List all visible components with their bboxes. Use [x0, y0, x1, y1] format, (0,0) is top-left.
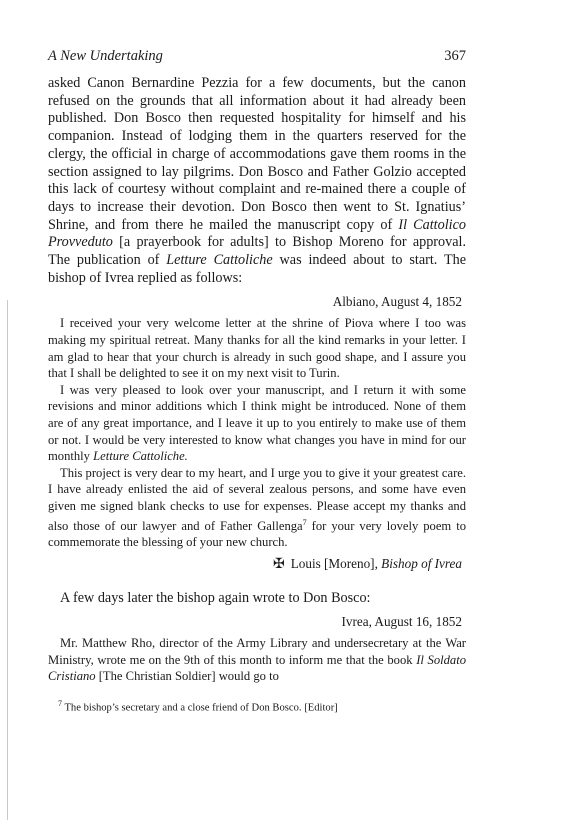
- footnote-ref: 7: [302, 517, 307, 527]
- book-title-italic: Il Cattolico Provveduto: [48, 216, 466, 251]
- chapter-title: A New Undertaking: [48, 48, 163, 64]
- footnote-mark: 7: [58, 698, 62, 708]
- page-number: 367: [444, 48, 466, 64]
- letter-text: This project is very dear to my heart, and I urge you to give it your greatest care. I have already enlisted the aid of several zealous persons, and some have even given me signed blank checks to use for expenses. Please accept my thanks and also those of our lawyer and of Father Gallenga: [48, 465, 466, 533]
- narrative-paragraph: [48, 75, 466, 287]
- letter-quote: [48, 635, 466, 685]
- book-page: [48, 48, 466, 715]
- footnote: [58, 697, 466, 716]
- letter-text: I was very pleased to look over your manuscript, and I return it with some revisions and minor additions which I think might be introduced. None of them are of any great importance, and I leave it up to you entirely to make use of them or not. I would be very interested to know what changes you have in mind for our monthly: [48, 382, 466, 464]
- cross-icon: ✠: [272, 556, 285, 572]
- para-text: [a prayerbook for adults] to Bishop Moreno for approval. The publication of: [48, 234, 466, 269]
- para-text: was indeed about to start. The bishop of Ivrea replied as follows:: [48, 252, 466, 286]
- book-title-italic: Il Soldato Cristiano: [48, 652, 466, 684]
- signature-name: Louis [Moreno],: [290, 555, 378, 571]
- letter-paragraph: I received your very welcome letter at the shrine of Piova where I too was making my spiritual retreat. Many thanks for all the kind remarks in your letter. I am glad to hear that your church is already in such good shape, and I assure you that I shall be delighted to see it on my next visit to Turin.: [48, 316, 466, 381]
- letter-text: Mr. Matthew Rho, director of the Army Library and undersecretary at the War Ministry, wrote me on the 9th of this month to inform me that the book: [48, 635, 466, 667]
- para-text: asked Canon Bernardine Pezzia for a few documents, but the canon refused on the grounds that all information about it had already been published. Don Bosco then requested hospitality for himself and his companion. Instead of lodging them in the quarters reserved for the clergy, the official in charge of accommodations gave them rooms in the section assigned to lay pilgrims. Don Bosco and Father Golzio accepted this lack of courtesy without complaint and re-mained there a couple of days to increase their devotion. Don Bosco then went to St. Ignatius’ Shrine, and from there he mailed the manuscript copy of: [48, 75, 466, 233]
- footnote-text: The bishop’s secretary and a close friend of Don Bosco. [Editor]: [62, 702, 338, 714]
- letter-text: [The Christian Soldier] would go to: [95, 669, 279, 684]
- signature-role: Bishop of Ivrea: [381, 555, 462, 571]
- letter-paragraph: [48, 465, 466, 551]
- letter-signature: [48, 555, 462, 573]
- letter-quote: [48, 315, 466, 551]
- letter-paragraph: [48, 382, 466, 465]
- letter-text: for your very lovely poem to commemorate the blessing of your new church.: [48, 518, 467, 550]
- intro-sentence: A few days later the bishop again wrote to Don Bosco:: [60, 589, 371, 606]
- periodical-title-italic: Letture Cattoliche.: [93, 449, 188, 464]
- letter-dateline: Ivrea, August 16, 1852: [341, 613, 462, 629]
- letter-paragraph: [48, 635, 466, 685]
- scan-edge-line: [7, 300, 8, 820]
- periodical-title-italic: Letture Cattoliche: [166, 252, 273, 269]
- letter-dateline: Albiano, August 4, 1852: [332, 294, 462, 310]
- running-head: [48, 48, 466, 65]
